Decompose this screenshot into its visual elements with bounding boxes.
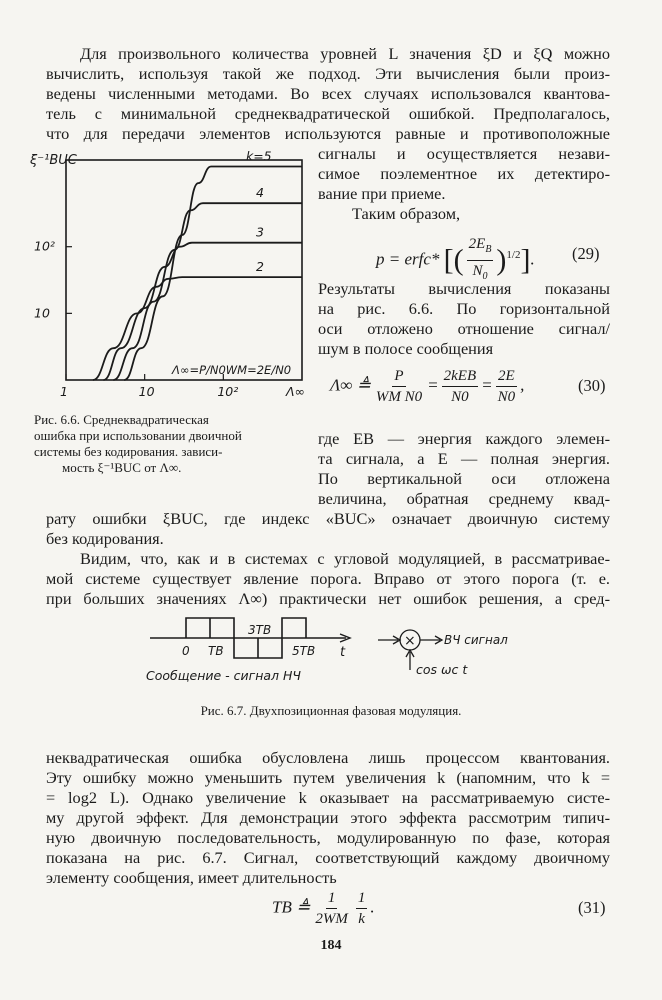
equation-30: Λ∞ ≜ $\frac{P}{\text{WM N0}}$ = $\frac{\text{2kEB}}{N0}$ = $\frac{2E}{N0}$ ,	[330, 368, 525, 405]
y-axis-label: ξ⁻¹BUC	[30, 153, 77, 168]
paragraph-line: оси отложено отношение сигнал/	[318, 319, 610, 338]
paragraph-line: на рис. 6.6. По горизонтальной	[318, 299, 610, 318]
series-label: 3	[255, 224, 264, 240]
label-rf-signal: ВЧ сигнал	[444, 633, 508, 647]
x-axis-label: Λ∞	[286, 384, 305, 399]
paragraph-line: сигналы и осуществляется незави-	[318, 144, 610, 163]
paragraph-line: Результаты вычисления показаны	[318, 279, 610, 298]
paragraph-line: величина, обратная среднему квад-	[318, 489, 610, 508]
figure-caption: Рис. 6.6. Среднеквадратическая	[34, 412, 209, 427]
paragraph-line: му другой эффект. Для демонстрации этого эффекта рассмотрим типич-	[46, 808, 610, 827]
label-3tb: 3TB	[248, 623, 272, 637]
equation-29: p = erfc* [( $\frac{2E_B}{N_0}$ )$^{1/2}$].	[376, 236, 535, 282]
paragraph-line: элементу сообщения, имеет длительность	[46, 868, 337, 887]
figure-caption: Рис. 6.7. Двухпозиционная фазовая модуляция.	[200, 703, 462, 718]
label-5tb: 5TB	[292, 644, 316, 658]
paragraph-line: неквадратическая ошибка обусловлена лишь процессом квантования.	[46, 748, 610, 767]
multiplier-icon: ×	[404, 633, 416, 649]
paragraph-line: мой системе существует явление порога. Вправо от этого порога (т. е.	[46, 569, 610, 588]
paragraph-line: ведены численными методами. Во всех случаях использовался квантова-	[46, 84, 610, 103]
label-t: t	[340, 645, 346, 660]
x-tick-label: 10²	[217, 384, 239, 399]
paragraph-line: та сигнала, а E — полная энергия.	[318, 449, 610, 468]
equation-number: (31)	[578, 898, 606, 917]
label-message: Сообщение - сигнал НЧ	[146, 668, 301, 683]
page-number: 184	[320, 938, 342, 953]
label-zero: 0	[182, 644, 190, 658]
paragraph-line: По вертикальной оси отложена	[318, 469, 610, 488]
annotation: Λ∞=P/N0WM=2E/N0	[172, 363, 292, 377]
paragraph-line: что для передачи элементов используются равные и противоположные	[46, 124, 610, 143]
paragraph-line: тель с минимальной среднеквадратической ошибкой. Предполагалось,	[46, 104, 610, 123]
paragraph-line: симое поэлементное их детектиро-	[318, 164, 610, 183]
figure-caption: системы без кодирования. зависи-	[34, 444, 223, 459]
equation-31: TB ≜ $\frac{1}{2WM}$ $\frac{1}{k}$ .	[272, 890, 375, 927]
paragraph-line: Видим, что, как и в системах с угловой модуляцией, в рассматривае-	[80, 549, 610, 568]
plot-frame	[66, 160, 302, 380]
paragraph-line: Таким образом,	[352, 204, 461, 223]
series-label: 4	[255, 185, 264, 201]
series-line-4	[113, 203, 302, 380]
y-tick-label: 10²	[34, 238, 55, 254]
y-tick-label: 10	[34, 305, 50, 321]
series-line-k5	[124, 167, 302, 381]
paragraph-line: Эту ошибку можно уменьшить путем увеличения k (напомним, что k =	[46, 768, 610, 787]
paragraph-line: без кодирования.	[46, 529, 164, 548]
series-label: k=5	[245, 148, 272, 164]
x-tick-label: 10	[138, 384, 155, 399]
paragraph-line: вычислить, используя такой же подход. Эти вычисления были произ-	[46, 64, 610, 83]
series-label: 2	[255, 259, 264, 275]
paragraph-line: где EB — энергия каждого элемен-	[318, 429, 610, 448]
paragraph-line: шум в полосе сообщения	[318, 339, 494, 358]
x-tick-label: 1	[60, 384, 68, 399]
figure-caption: ошибка при использовании двоичной	[34, 428, 242, 443]
paragraph-line: показана на рис. 6.7. Сигнал, соответствующий каждому двоичному	[46, 848, 610, 867]
label-tb: TB	[208, 644, 224, 658]
paragraph-line: рату ошибки ξBUC, где индекс «BUC» означает двоичную систему	[46, 509, 610, 528]
equation-number: (29)	[572, 244, 600, 263]
figure-caption: мость ξ⁻¹BUC от Λ∞.	[62, 460, 182, 475]
paragraph-line: Для произвольного количества уровней L значения ξD и ξQ можно	[80, 44, 610, 63]
paragraph-line: вание при приеме.	[318, 184, 446, 203]
label-carrier: cos ωc t	[416, 662, 468, 677]
paragraph-line: = log2 L). Однако увеличение k оказывает на рассматриваемую систе-	[46, 788, 610, 807]
paragraph-line: ную двоичную последовательность, модулированную по фазе, которая	[46, 828, 610, 847]
equation-number: (30)	[578, 376, 606, 395]
paragraph-line: при больших значениях Λ∞) практически нет ошибок решения, а сред-	[46, 589, 610, 608]
figure-6-7-diagram	[140, 610, 540, 690]
figure-6-6-chart	[30, 142, 320, 404]
